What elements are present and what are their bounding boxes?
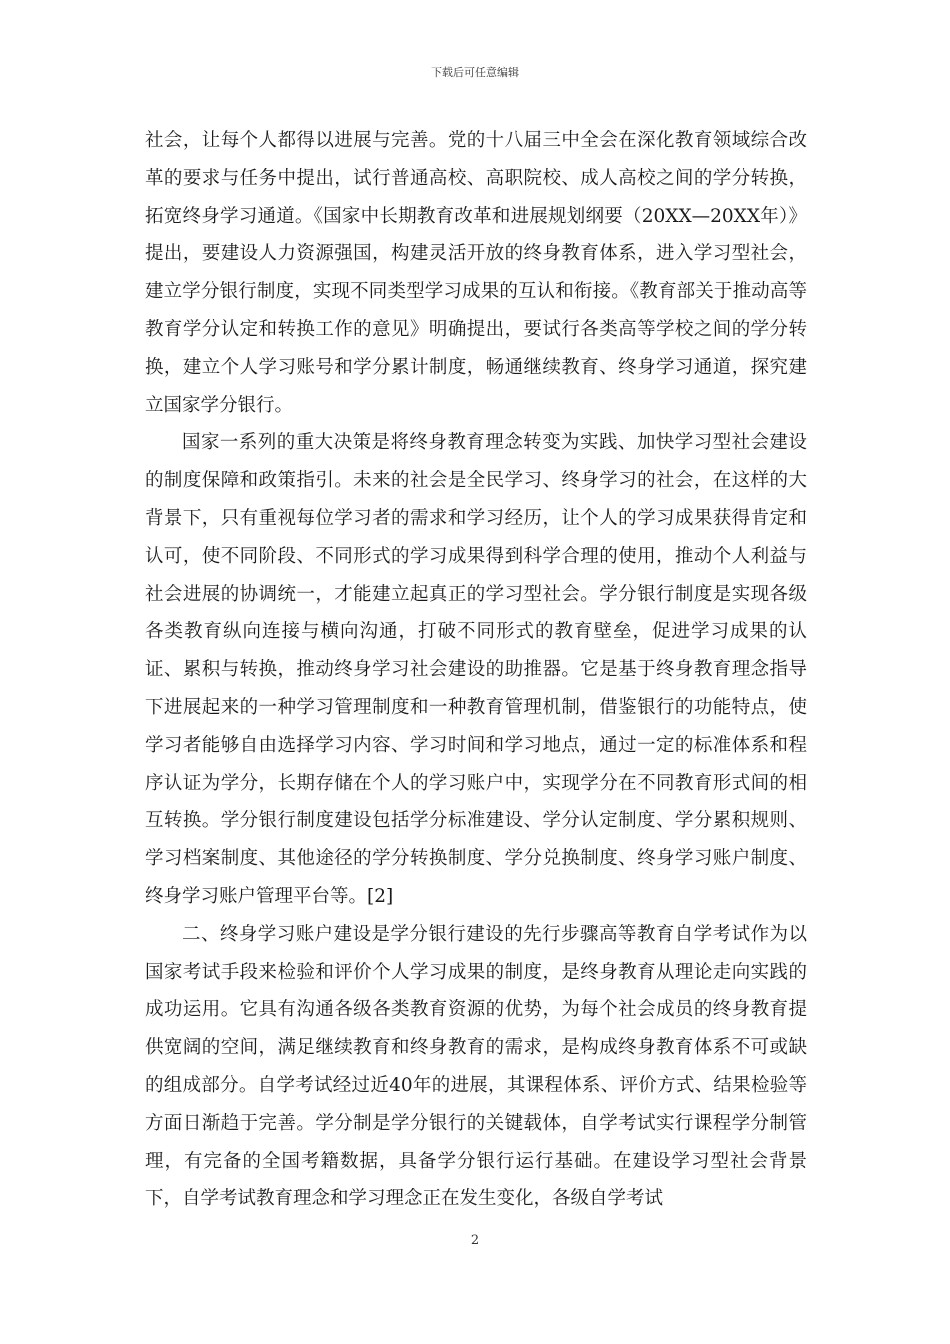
page-header: 下载后可任意编辑 (431, 66, 519, 79)
body-paragraph: 社会，让每个人都得以进展与完善。党的十八届三中全会在深化教育领域综合改革的要求与任务中提出，试行普通高校、高职院校、成人高校之间的学分转换，拓宽终身学习通道。《国家中长期教育改革和进展规划纲要（20XX—20XX年）》提出，要建设人力资源强国，构建灵活开放的终身教育体系，进入学习型社会，建立学分银行制度，实现不同类型学习成果的互认和衔接。《教育部关于推动高等教育学分认定和转换工作的意见》明确提出，要试行各类高等学校之间的学分转换，建立个人学习账号和学分累计制度，畅通继续教育、终身学习通道，探究建立国家学分银行。 (145, 130, 807, 416)
document-body (145, 122, 807, 1218)
body-paragraph: 国家一系列的重大决策是将终身教育理念转变为实践、加快学习型社会建设的制度保障和政策指引。未来的社会是全民学习、终身学习的社会，在这样的大背景下，只有重视每位学习者的需求和学习经历，让个人的学习成果获得肯定和认可，使不同阶段、不同形式的学习成果得到科学合理的使用，推动个人利益与社会进展的协调统一，才能建立起真正的学习型社会。学分银行制度是实现各级各类教育纵向连接与横向沟通，打破不同形式的教育壁垒，促进学习成果的认证、累积与转换，推动终身学习社会建设的助推器。它是基于终身教育理念指导下进展起来的一种学习管理制度和一种教育管理机制，借鉴银行的功能特点，使学习者能够自由选择学习内容、学习时间和学习地点，通过一定的标准体系和程序认证为学分，长期存储在个人的学习账户中，实现学分在不同教育形式间的相互转换。学分银行制度建设包括学分标准建设、学分认定制度、学分累积规则、学习档案制度、其他途径的学分转换制度、学分兑换制度、终身学习账户制度、终身学习账户管理平台等。[2] (145, 432, 807, 907)
page-number: 2 (470, 1233, 480, 1248)
body-paragraph: 二、终身学习账户建设是学分银行建设的先行步骤高等教育自学考试作为以国家考试手段来检验和评价个人学习成果的制度，是终身教育从理论走向实践的成功运用。它具有沟通各级各类教育资源的优势，为每个社会成员的终身教育提供宽阔的空间，满足继续教育和终身教育的需求，是构成终身教育体系不可或缺的组成部分。自学考试经过近40年的进展，其课程体系、评价方式、结果检验等方面日渐趋于完善。学分制是学分银行的关键载体，自学考试实行课程学分制管理，有完备的全国考籍数据，具备学分银行运行基础。在建设学习型社会背景下，自学考试教育理念和学习理念正在发生变化，各级自学考试 (145, 923, 807, 1210)
